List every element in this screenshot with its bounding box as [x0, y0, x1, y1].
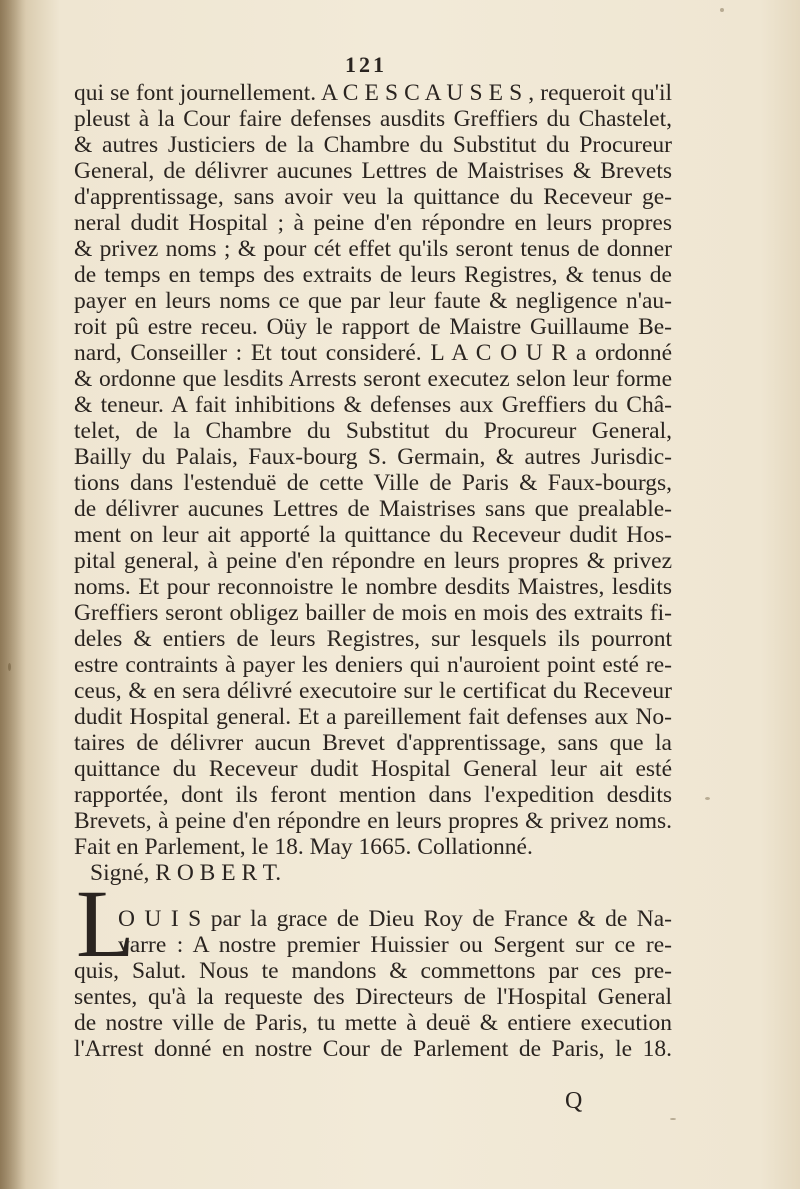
- text-line: Fait en Parlement, le 18. May 1665. Collationné.: [74, 834, 533, 860]
- text-line: payer en leurs noms ce que par leur faute & negligence n'au-: [74, 288, 672, 314]
- text-line: neral dudit Hospital ; à peine d'en répondre en leurs propres: [74, 210, 672, 236]
- paper-speck: [720, 8, 724, 12]
- text-line: ceus, & en sera délivré executoire sur le certificat du Receveur: [74, 678, 672, 704]
- text-line: de temps en temps des extraits de leurs Registres, & tenus de: [74, 262, 672, 288]
- text-line: nard, Conseiller : Et tout consideré. L A C O U R a ordonné: [74, 340, 672, 366]
- text-line: Brevets, à peine d'en répondre en leurs propres & privez noms.: [74, 808, 672, 834]
- text-line: sentes, qu'à la requeste des Directeurs de l'Hospital General: [74, 984, 672, 1010]
- text-line: & autres Justiciers de la Chambre du Substitut du Procureur: [74, 132, 672, 158]
- text-line: telet, de la Chambre du Substitut du Procureur General,: [74, 418, 672, 444]
- text-line: Greffiers seront obligez bailler de mois en mois des extraits fi-: [74, 600, 672, 626]
- text-line: taires de délivrer aucun Brevet d'apprentissage, sans que la: [74, 730, 672, 756]
- text-line: roit pû estre receu. Oüy le rapport de Maistre Guillaume Be-: [74, 314, 672, 340]
- text-line: O U I S par la grace de Dieu Roy de France & de Na-: [118, 906, 672, 932]
- paper-speck: [8, 663, 11, 671]
- text-line: tions dans l'estenduë de cette Ville de Paris & Faux-bourgs,: [74, 470, 672, 496]
- text-line: General, de délivrer aucunes Lettres de Maistrises & Brevets: [74, 158, 672, 184]
- paper-speck: [670, 1118, 676, 1120]
- text-line: varre : A nostre premier Huissier ou Sergent sur ce re-: [118, 932, 672, 958]
- text-line: & teneur. A fait inhibitions & defenses aux Greffiers du Châ-: [74, 392, 672, 418]
- gutter-shadow: [0, 0, 26, 1189]
- drop-cap: L: [76, 870, 135, 977]
- catchword: Q: [565, 1088, 583, 1114]
- text-line: deles & entiers de leurs Registres, sur lesquels ils pourront: [74, 626, 672, 652]
- text-line: l'Arrest donné en nostre Cour de Parlement de Paris, le 18.: [74, 1036, 672, 1062]
- text-line: quis, Salut. Nous te mandons & commettons par ces pre-: [74, 958, 672, 984]
- text-line: noms. Et pour reconnoistre le nombre desdits Maistres, lesdits: [74, 574, 672, 600]
- paper-speck: [705, 797, 710, 800]
- text-line: quittance du Receveur dudit Hospital General leur ait esté: [74, 756, 672, 782]
- text-line: rapportée, dont ils feront mention dans l'expedition desdits: [74, 782, 672, 808]
- text-line: de délivrer aucunes Lettres de Maistrises sans que prealable-: [74, 496, 672, 522]
- text-line: d'apprentissage, sans avoir veu la quittance du Receveur ge-: [74, 184, 672, 210]
- text-line: estre contraints à payer les deniers qui n'auroient point esté re-: [74, 652, 672, 678]
- text-line: ment on leur ait apporté la quittance du Receveur dudit Hos-: [74, 522, 672, 548]
- page-number: 121: [345, 52, 387, 77]
- text-line: pital general, à peine d'en répondre en leurs propres & privez: [74, 548, 672, 574]
- text-line: & privez noms ; & pour cét effet qu'ils seront tenus de donner: [74, 236, 672, 262]
- text-line: qui se font journellement. A C E S C A U S E S , requeroit qu'il: [74, 80, 672, 106]
- text-line: dudit Hospital general. Et a pareillement fait defenses aux No-: [74, 704, 672, 730]
- text-line: pleust à la Cour faire defenses ausdits Greffiers du Chastelet,: [74, 106, 672, 132]
- text-line: Bailly du Palais, Faux-bourg S. Germain, & autres Jurisdic-: [74, 444, 672, 470]
- text-line: & ordonne que lesdits Arrests seront executez selon leur forme: [74, 366, 672, 392]
- signature-line: Signé, R O B E R T.: [90, 860, 282, 886]
- text-line: de nostre ville de Paris, tu mette à deuë & entiere execution: [74, 1010, 672, 1036]
